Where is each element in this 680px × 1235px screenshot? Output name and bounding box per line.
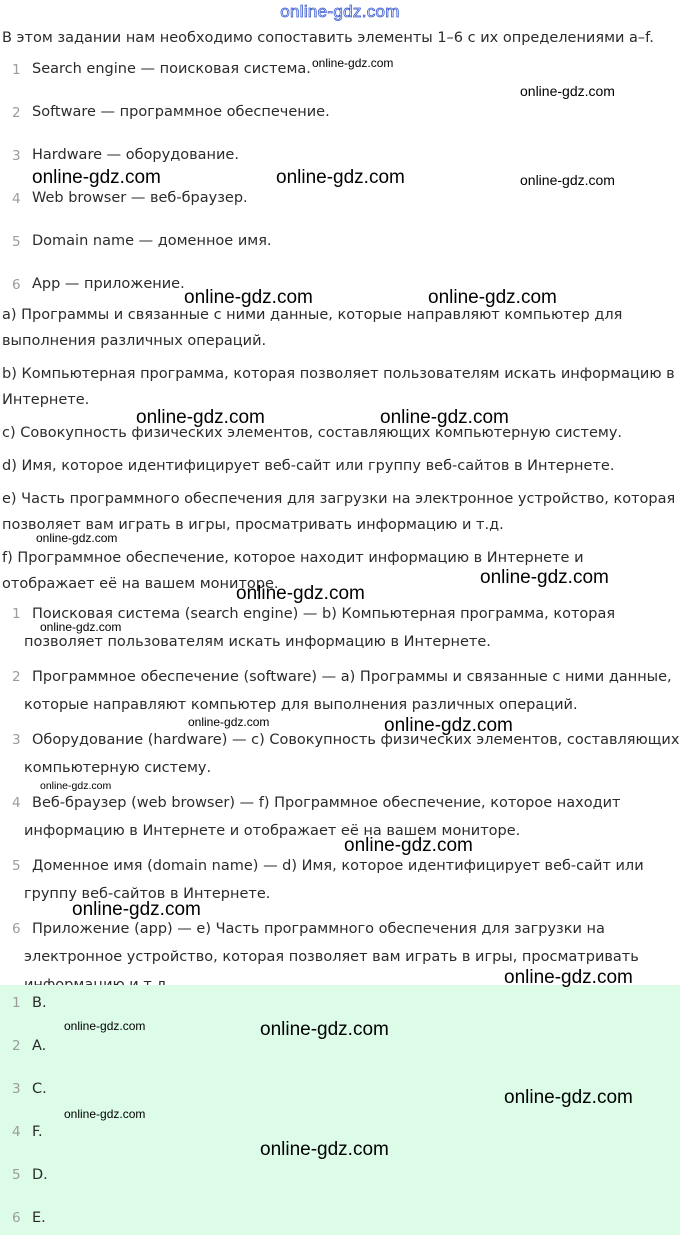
match-number: 4 [12, 795, 21, 811]
match-text: Программное обеспечение (software) — a) Программы и связанные с ними данные, которые направляют компьютер для выполнения различных операций. [24, 669, 672, 713]
watermark: online-gdz.com [188, 715, 270, 729]
watermark: online-gdz.com [136, 407, 265, 428]
match-text: Оборудование (hardware) — c) Совокупность физических элементов, составляющих компьютерную систему. [24, 732, 680, 776]
term-number: 4 [12, 191, 21, 207]
match-number: 2 [12, 669, 21, 685]
answer-item [12, 1167, 48, 1183]
watermark: online-gdz.com [428, 287, 557, 308]
watermark: online-gdz.com [40, 780, 112, 792]
intro-text: В этом задании нам необходимо сопоставить элементы 1–6 с их определениями a–f. [2, 30, 654, 46]
watermark: online-gdz.com [184, 287, 313, 308]
watermark: online-gdz.com [384, 715, 513, 736]
match-number: 5 [12, 858, 21, 874]
answer-item [12, 1124, 43, 1140]
term-number: 1 [12, 62, 21, 78]
answer-item [12, 1081, 47, 1097]
match-text: Приложение (app) — e) Часть программного обеспечения для загрузки на электронное устройство, которая позволяет вам играть в игры, просматривать [24, 921, 639, 965]
watermark: online-gdz.com [480, 567, 609, 588]
answer-letter: F. [32, 1124, 43, 1140]
match-item [12, 663, 680, 719]
term-number: 6 [12, 277, 21, 293]
answer-item [12, 1038, 46, 1054]
watermark: online-gdz.com [32, 167, 161, 188]
term-item: Search engine — поисковая система. [32, 61, 311, 77]
term-item: Domain name — доменное имя. [32, 233, 272, 249]
match-text: Доменное имя (domain name) — d) Имя, которое идентифицирует веб-сайт или группу веб-сайтов в Интернете. [24, 858, 644, 902]
answer-number: 1 [12, 995, 21, 1011]
watermark: online-gdz.com [64, 1107, 146, 1121]
watermark: online-gdz.com [276, 167, 405, 188]
definition-item: f) Программное обеспечение, которое находит информацию в Интернете и отображает её на вашем мониторе. [2, 550, 584, 592]
term-number: 3 [12, 148, 21, 164]
watermark: online-gdz.com [260, 1139, 389, 1160]
match-number: 6 [12, 921, 21, 937]
watermark: online-gdz.com [344, 835, 473, 856]
site-logo[interactable]: online-gdz.com [280, 2, 400, 21]
term-item: App — приложение. [32, 276, 185, 292]
answer-number: 6 [12, 1210, 21, 1226]
answer-number: 4 [12, 1124, 21, 1140]
answer-item [12, 995, 47, 1011]
watermark: online-gdz.com [72, 899, 201, 920]
watermark: online-gdz.com [520, 83, 615, 99]
watermark: online-gdz.com [312, 56, 394, 70]
answer-number: 5 [12, 1167, 21, 1183]
match-text: Поисковая система (search engine) — b) Компьютерная программа, которая позволяет пользователям искать информацию в Интернете. [24, 606, 616, 650]
term-item: Hardware — оборудование. [32, 147, 239, 163]
answer-letter: D. [32, 1167, 48, 1183]
match-number: 1 [12, 606, 21, 622]
watermark: online-gdz.com [504, 967, 633, 988]
definition-item: a) Программы и связанные с ними данные, которые направляют компьютер для выполнения различных операций. [2, 307, 623, 349]
answer-letter: A. [32, 1038, 47, 1054]
definition-item: c) Совокупность физических элементов, составляющих компьютерную систему. [2, 425, 623, 441]
term-number: 2 [12, 105, 21, 121]
match-item [12, 600, 680, 656]
term-number: 5 [12, 234, 21, 250]
watermark: online-gdz.com [64, 1019, 146, 1033]
watermark: online-gdz.com [504, 1087, 633, 1108]
watermark: online-gdz.com [40, 620, 122, 634]
watermark: online-gdz.com [260, 1019, 389, 1040]
answer-number: 2 [12, 1038, 21, 1054]
definition-item: b) Компьютерная программа, которая позволяет пользователям искать информацию в Интернете. [2, 366, 675, 408]
term-item: Software — программное обеспечение. [32, 104, 330, 120]
definition-item: d) Имя, которое идентифицирует веб-сайт или группу веб-сайтов в Интернете. [2, 458, 615, 474]
match-item [12, 726, 680, 782]
match-text: Веб-браузер (web browser) — f) Программное обеспечение, которое находит информацию в Интернете и отображает её на вашем мониторе. [24, 795, 621, 839]
answer-letter: C. [32, 1081, 47, 1097]
watermark: online-gdz.com [36, 531, 118, 545]
answer-item [12, 1210, 46, 1226]
answer-letter: B. [32, 995, 47, 1011]
watermark: online-gdz.com [236, 583, 365, 604]
definition-item: e) Часть программного обеспечения для загрузки на электронное устройство, которая позволяет вам играть в игры, просматривать информацию и т.д. [2, 491, 676, 533]
watermark: online-gdz.com [380, 407, 509, 428]
term-item: Web browser — веб-браузер. [32, 190, 248, 206]
watermark: online-gdz.com [520, 172, 615, 188]
answer-number: 3 [12, 1081, 21, 1097]
answer-letter: E. [32, 1210, 46, 1226]
match-number: 3 [12, 732, 21, 748]
